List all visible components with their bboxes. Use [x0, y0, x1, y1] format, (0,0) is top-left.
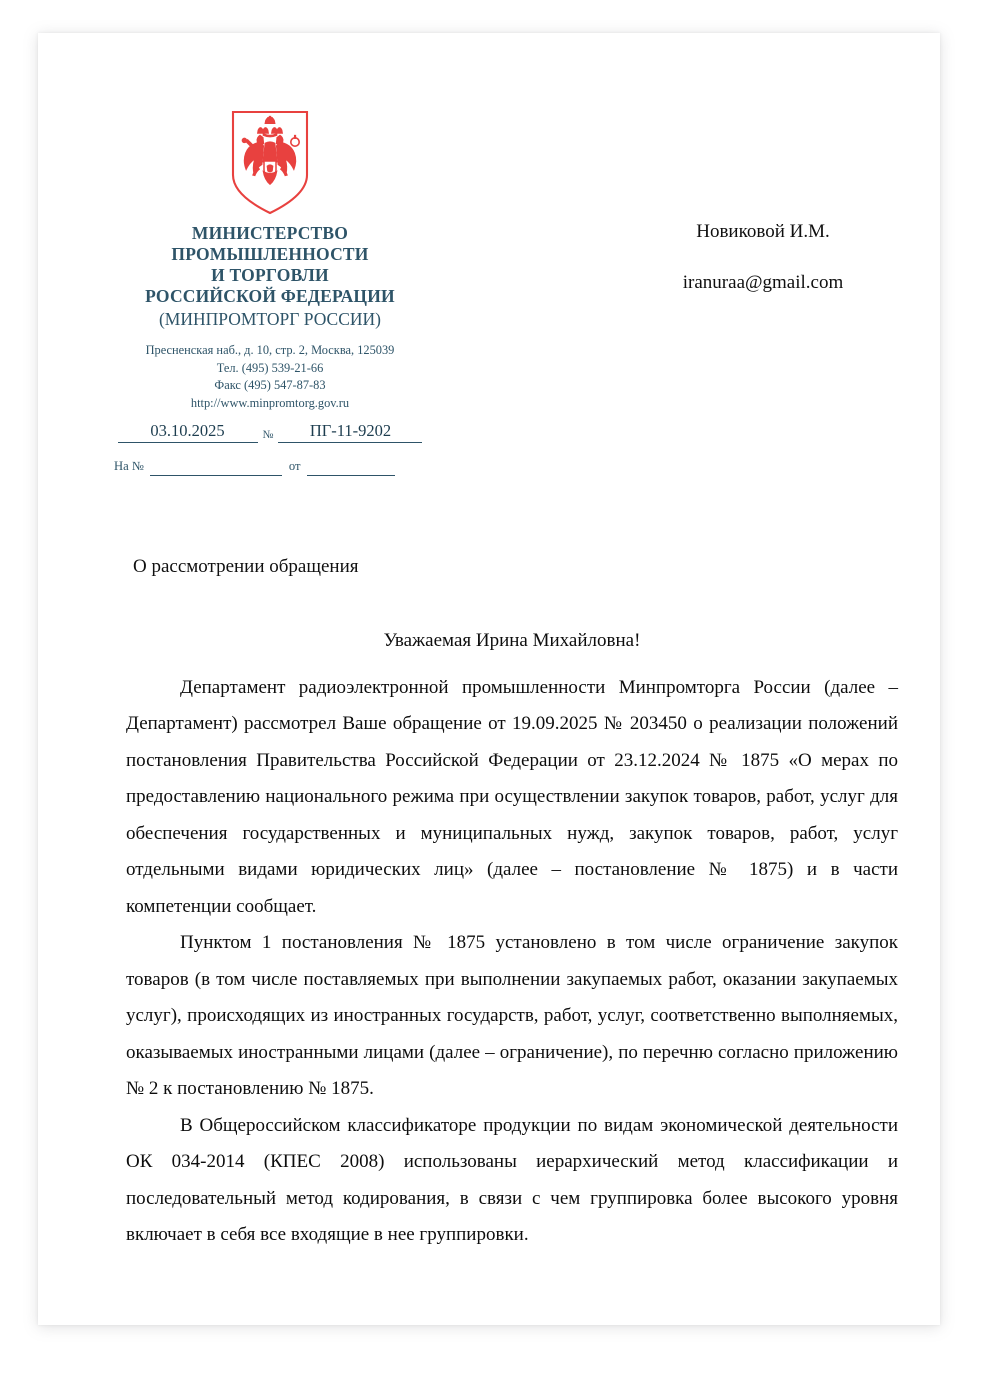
reply-from-label: от — [288, 459, 301, 473]
letter-body — [126, 623, 898, 1254]
reply-to-field — [150, 460, 282, 476]
letterhead — [110, 109, 430, 476]
ministry-short-name: (МИНПРОМТОРГ РОССИИ) — [158, 309, 381, 329]
reference-number: ПГ-11-9202 — [278, 421, 422, 443]
contact-address: Пресненская наб., д. 10, стр. 2, Москва, 125039 — [145, 343, 395, 357]
addressee-block — [598, 219, 928, 296]
reference-block — [110, 421, 430, 476]
contact-phone: Тел. (495) 539-21-66 — [216, 360, 324, 375]
letter-greeting: Уважаемая Ирина Михайловна! — [383, 630, 641, 651]
reply-to-label: На № — [114, 459, 144, 473]
letterhead-contacts — [110, 342, 430, 412]
ministry-name-line-3: И ТОРГОВЛИ — [211, 265, 329, 285]
reference-row-incoming — [110, 459, 430, 476]
coat-of-arms-icon — [227, 109, 313, 217]
ministry-name-line-4: РОССИЙСКОЙ ФЕДЕРАЦИИ — [145, 286, 395, 306]
letter-paragraph: Пунктом 1 постановления № 1875 установлено в том числе ограничение закупок товаров (в том числе поставляемых при выполнении закупаемых работ, оказании закупаемых услуг), происходящих из иностранных государств, работ, услуг, соответственно выполняемых, оказываемых иностранными лицами (далее – ограничение), по перечню согласно приложению № 2 к постановлению № 1875. — [126, 932, 898, 1099]
letter-paragraph: Департамент радиоэлектронной промышленности Минпромторга России (далее – Департамент) рассмотрел Ваше обращение от 19.09.2025 № 203450 о реализации положений постановления Правительства Российской Федерации от 23.12.2024 № 1875 «О мерах по предоставлению национального режима при осуществлении закупок товаров, работ, услуг для обеспечения государственных и муниципальных нужд, закупок товаров, работ, услуг отдельными видами юридических лиц» (далее – постановление № 1875) и в части компетенции сообщает. — [126, 676, 898, 917]
letter-page — [38, 33, 940, 1325]
reference-date: 03.10.2025 — [118, 421, 258, 443]
ministry-name-line-2: ПРОМЫШЛЕННОСТИ — [171, 244, 369, 264]
reference-row-outgoing — [110, 421, 430, 443]
addressee-name: Новиковой И.М. — [696, 221, 830, 242]
reference-number-label: № — [262, 429, 274, 441]
ministry-name — [110, 223, 430, 307]
contact-website: http://www.minpromtorg.gov.ru — [190, 395, 350, 410]
reply-from-field — [307, 460, 395, 476]
ministry-name-line-1: МИНИСТЕРСТВО — [191, 223, 349, 243]
contact-fax: Факс (495) 547-87-83 — [214, 378, 326, 392]
addressee-email: iranuraa@gmail.com — [682, 272, 844, 293]
letter-paragraph: В Общероссийском классификаторе продукции по видам экономической деятельности ОК 034-2014 (КПЕС 2008) использованы иерархический метод классификации и последовательный метод кодирования, в связи с чем группировка более высокого уровня включает в себя все входящие в нее группировки. — [126, 1114, 898, 1245]
letter-subject: О рассмотрении обращения — [133, 556, 359, 577]
